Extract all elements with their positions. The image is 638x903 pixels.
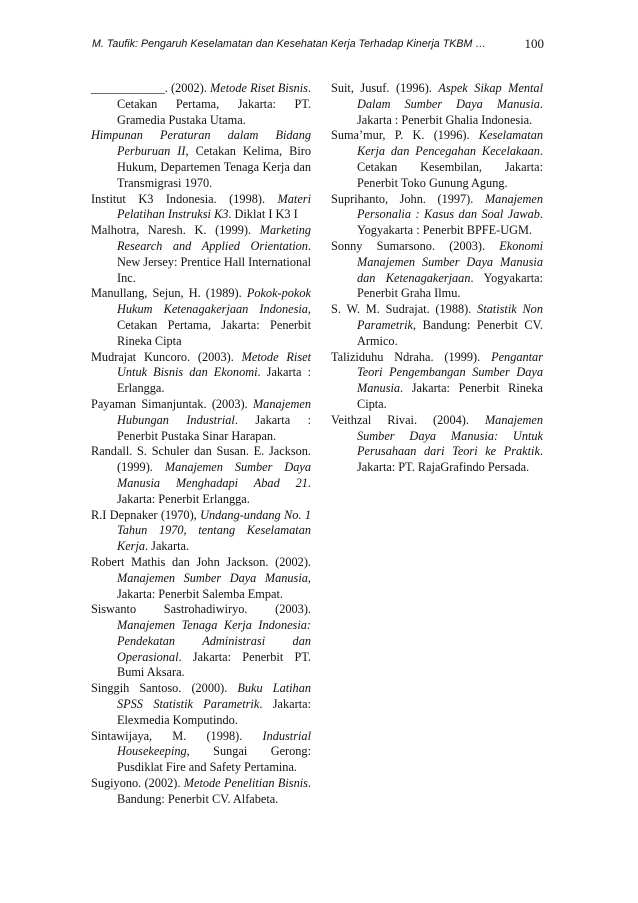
- reference-entry: ____________. (2002). Metode Riset Bisnis. Cetakan Pertama, Jakarta: PT. Gramedia Pustaka Utama.: [91, 81, 311, 127]
- reference-entry: Manullang, Sejun, H. (1989). Pokok-pokok Hukum Ketenagakerjaan Indonesia, Cetakan Pertama, Jakarta: Penerbit Rineka Cipta: [91, 286, 311, 348]
- reference-entry: Himpunan Peraturan dalam Bidang Perburuan II, Cetakan Kelima, Biro Hukum, Departemen Tenaga Kerja dan Transmigrasi 1970.: [91, 128, 312, 190]
- page-number: 100: [524, 36, 544, 51]
- reference-entry: Singgih Santoso. (2000). Buku Latihan SPSS Statistik Parametrik. Jakarta: Elexmedia Komputindo.: [91, 681, 312, 727]
- reference-entry: Taliziduhu Ndraha. (1999). Pengantar Teori Pengembangan Sumber Daya Manusia. Jakarta: Penerbit Rineka Cipta.: [331, 349, 543, 411]
- reference-entry: Malhotra, Naresh. K. (1999). Marketing Research and Applied Orientation. New Jersey: Prentice Hall International Inc.: [91, 223, 311, 285]
- reference-entry: Mudrajat Kuncoro. (2003). Metode Riset Untuk Bisnis dan Ekonomi. Jakarta : Erlangga.: [91, 349, 311, 396]
- reference-entry: Payaman Simanjuntak. (2003). Manajemen Hubungan Industrial. Jakarta : Penerbit Pustaka Sinar Harapan.: [91, 396, 311, 443]
- reference-entry: Siswanto Sastrohadiwiryo. (2003). Manajemen Tenaga Kerja Indonesia: Pendekatan Administrasi dan Operasional. Jakarta: Penerbit PT. Bumi Aksara.: [91, 602, 311, 680]
- reference-entry: Robert Mathis dan John Jackson. (2002). Manajemen Sumber Daya Manusia, Jakarta: Penerbit Salemba Empat.: [91, 554, 311, 601]
- reference-entry: Sintawijaya, M. (1998). Industrial Housekeeping, Sungai Gerong: Pusdiklat Fire and Safety Pertamina.: [91, 728, 311, 775]
- reference-entry: S. W. M. Sudrajat. (1988). Statistik Non Parametrik, Bandung: Penerbit CV. Armico.: [331, 302, 543, 348]
- reference-entry: Randall. S. Schuler dan Susan. E. Jackson. (1999). Manajemen Sumber Daya Manusia Menghadapi Abad 21. Jakarta: Penerbit Erlangga.: [91, 444, 312, 506]
- reference-entry: Suma’mur, P. K. (1996). Keselamatan Kerja dan Pencegahan Kecelakaan. Cetakan Kesembilan, Jakarta: Penerbit Toko Gunung Agung.: [331, 128, 543, 190]
- reference-entry: Sugiyono. (2002). Metode Penelitian Bisnis. Bandung: Penerbit CV. Alfabeta.: [91, 776, 311, 806]
- references-right-column: [331, 81, 543, 476]
- references-left-column: [91, 81, 311, 808]
- running-title: M. Taufik: Pengaruh Keselamatan dan Kesehatan Kerja Terhadap Kinerja TKBM …: [92, 38, 486, 50]
- reference-entry: Suit, Jusuf. (1996). Aspek Sikap Mental Dalam Sumber Daya Manusia. Jakarta : Penerbit Ghalia Indonesia.: [331, 81, 543, 127]
- reference-entry: Institut K3 Indonesia. (1998). Materi Pelatihan Instruksi K3. Diklat I K3 I: [91, 191, 311, 222]
- reference-entry: R.I Depnaker (1970), Undang-undang No. 1 Tahun 1970, tentang Keselamatan Kerja. Jakarta.: [91, 507, 311, 554]
- page-header: [92, 38, 544, 52]
- reference-entry: Sonny Sumarsono. (2003). Ekonomi Manajemen Sumber Daya Manusia dan Ketenagakerjaan. Yogyakarta: Penerbit Graha Ilmu.: [331, 238, 543, 301]
- reference-entry: Suprihanto, John. (1997). Manajemen Personalia : Kasus dan Soal Jawab. Yogyakarta : Penerbit BPFE-UGM.: [331, 191, 543, 238]
- reference-entry: Veithzal Rivai. (2004). Manajemen Sumber Daya Manusia: Untuk Perusahaan dari Teori ke Praktik. Jakarta: PT. RajaGrafindo Persada.: [331, 412, 543, 475]
